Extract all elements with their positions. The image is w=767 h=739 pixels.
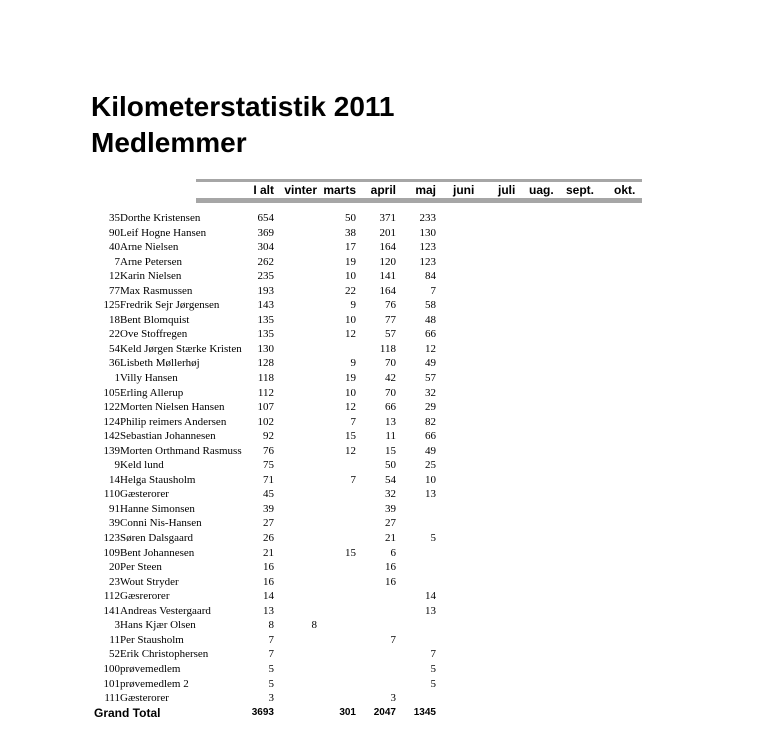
table-row [0, 400, 767, 415]
table-row [0, 313, 767, 328]
member-number: 36 [109, 357, 120, 370]
member-name: Dorthe Kristensen [120, 212, 201, 224]
table-row [0, 284, 767, 299]
member-total: 304 [257, 241, 274, 254]
member-name: Arne Nielsen [120, 241, 179, 254]
member-marts: 10 [345, 386, 356, 399]
member-april: 201 [379, 226, 396, 239]
member-name: Per Steen [120, 561, 162, 574]
member-number: 90 [109, 226, 120, 239]
member-name: Keld lund [120, 459, 164, 472]
member-maj: 233 [419, 212, 436, 224]
member-name: Wout Stryder [120, 575, 179, 588]
member-maj: 123 [419, 241, 436, 254]
member-total: 193 [257, 284, 274, 297]
member-name: Philip reimers Andersen [120, 415, 227, 428]
member-number: 111 [104, 692, 120, 705]
table-row [0, 240, 767, 255]
member-maj: 5 [430, 677, 436, 690]
member-maj: 5 [430, 532, 436, 545]
page-title: Kilometerstatistik 2011 [91, 91, 395, 122]
member-number: 142 [103, 430, 120, 443]
member-april: 164 [379, 284, 396, 297]
col-header-vinter: vinter [284, 183, 317, 197]
table-row [0, 618, 767, 633]
table-row [0, 429, 767, 444]
member-maj: 29 [425, 401, 436, 414]
member-april: 120 [379, 255, 396, 268]
member-total: 7 [268, 648, 274, 661]
member-maj: 84 [425, 270, 436, 283]
header-rule-bottom [196, 198, 642, 203]
member-name: Andreas Vestergaard [120, 604, 211, 617]
member-maj: 58 [425, 299, 436, 312]
member-number: 112 [103, 590, 120, 603]
member-april: 16 [385, 575, 396, 588]
member-number: 91 [109, 502, 120, 515]
member-marts: 19 [345, 372, 356, 385]
member-marts: 10 [345, 270, 356, 283]
member-maj: 130 [419, 226, 436, 239]
col-header-uag: uag. [529, 183, 554, 197]
col-header-april: april [370, 183, 396, 197]
table-row [0, 473, 767, 488]
member-name: prøvemedlem [120, 662, 181, 675]
table-row [0, 516, 767, 531]
table-row [0, 371, 767, 386]
table-row [0, 269, 767, 284]
table-row [0, 487, 767, 502]
member-marts: 12 [345, 328, 356, 341]
member-marts: 12 [345, 444, 356, 457]
member-name: Erik Christophersen [120, 648, 209, 661]
member-total: 118 [257, 372, 274, 385]
member-total: 92 [263, 430, 274, 443]
member-number: 39 [109, 517, 120, 530]
member-maj: 13 [425, 604, 436, 617]
member-name: Karin Nielsen [120, 270, 182, 283]
member-april: 39 [385, 502, 396, 515]
member-marts: 22 [345, 284, 356, 297]
member-name: Søren Dalsgaard [120, 532, 194, 545]
table-row [0, 298, 767, 313]
member-name: Hans Kjær Olsen [120, 619, 196, 632]
grand-total-marts: 301 [339, 707, 356, 718]
member-name: Per Stausholm [120, 633, 184, 646]
member-number: 109 [103, 546, 120, 559]
col-header-juni: juni [453, 183, 475, 197]
member-marts: 38 [345, 226, 356, 239]
member-name: Helga Stausholm [120, 473, 196, 486]
member-total: 143 [257, 299, 274, 312]
member-maj: 66 [425, 430, 436, 443]
member-marts: 17 [345, 241, 356, 254]
member-april: 57 [385, 328, 396, 341]
member-maj: 32 [425, 386, 436, 399]
member-name: Lisbeth Møllerhøj [120, 357, 200, 370]
member-marts: 9 [350, 299, 356, 312]
table-row [0, 691, 767, 706]
member-maj: 12 [425, 342, 436, 355]
table-row [0, 211, 767, 226]
member-total: 130 [257, 342, 274, 355]
member-maj: 57 [425, 372, 436, 385]
member-total: 135 [257, 313, 274, 326]
table-row [0, 662, 767, 677]
member-name: Gæsterorer [120, 488, 169, 501]
member-total: 369 [257, 226, 274, 239]
grand-total-row [0, 706, 767, 720]
member-marts: 15 [345, 546, 356, 559]
member-total: 39 [263, 502, 274, 515]
col-header-maj: maj [415, 183, 436, 197]
table-row [0, 560, 767, 575]
member-total: 235 [257, 270, 274, 283]
member-total: 71 [263, 473, 274, 486]
member-number: 9 [114, 459, 120, 472]
member-number: 20 [109, 561, 120, 574]
member-maj: 7 [430, 284, 436, 297]
table-row [0, 458, 767, 473]
member-marts: 9 [350, 357, 356, 370]
member-number: 77 [109, 284, 120, 297]
table-row [0, 226, 767, 241]
member-april: 3 [390, 692, 396, 705]
member-total: 27 [263, 517, 274, 530]
member-number: 22 [109, 328, 120, 341]
member-name: Erling Allerup [120, 386, 184, 399]
table-row [0, 589, 767, 604]
member-april: 118 [379, 342, 396, 355]
member-april: 66 [385, 401, 396, 414]
col-header-sept: sept. [566, 183, 595, 197]
grand-total-april: 2047 [373, 707, 396, 718]
member-name: Hanne Simonsen [120, 502, 195, 515]
member-number: 100 [103, 662, 120, 675]
member-marts: 50 [345, 212, 356, 224]
member-number: 23 [109, 575, 120, 588]
member-total: 5 [268, 677, 274, 690]
member-april: 76 [385, 299, 396, 312]
grand-total-label: Grand Total [94, 706, 161, 720]
member-maj: 25 [425, 459, 436, 472]
member-number: 122 [103, 401, 120, 414]
col-header-juli: juli [498, 183, 516, 197]
member-number: 124 [103, 415, 120, 428]
member-maj: 123 [419, 255, 436, 268]
member-number: 12 [109, 270, 120, 283]
member-marts: 7 [350, 415, 356, 428]
member-total: 76 [263, 444, 274, 457]
member-name: Morten Nielsen Hansen [120, 401, 225, 414]
member-total: 7 [268, 633, 274, 646]
member-april: 21 [385, 532, 396, 545]
member-name: Villy Hansen [120, 372, 178, 385]
member-name: Bent Johannesen [120, 546, 195, 559]
member-total: 14 [263, 590, 274, 603]
member-total: 5 [268, 662, 274, 675]
table-row [0, 415, 767, 430]
member-april: 27 [385, 517, 396, 530]
member-name: Ove Stoffregen [120, 328, 188, 341]
member-name: Morten Orthmand Rasmuss [120, 444, 242, 457]
table-row [0, 502, 767, 517]
member-april: 16 [385, 561, 396, 574]
member-number: 101 [103, 677, 120, 690]
col-header-okt: okt. [614, 183, 636, 197]
member-name: Gæsrerorer [120, 590, 170, 603]
table-row [0, 575, 767, 590]
member-april: 54 [385, 473, 396, 486]
member-total: 654 [257, 212, 274, 224]
member-april: 141 [379, 270, 396, 283]
grand-total-total: 3693 [251, 707, 274, 718]
table-row [0, 531, 767, 546]
member-number: 40 [109, 241, 120, 254]
member-maj: 13 [425, 488, 436, 501]
member-number: 11 [109, 633, 120, 646]
member-april: 15 [385, 444, 396, 457]
member-name: Max Rasmussen [120, 284, 193, 297]
table-row [0, 444, 767, 459]
table-row [0, 633, 767, 648]
member-april: 164 [379, 241, 396, 254]
member-number: 110 [103, 488, 120, 501]
member-maj: 10 [425, 473, 436, 486]
member-name: Keld Jørgen Stærke Kristen [120, 342, 242, 355]
member-april: 7 [390, 633, 396, 646]
grand-total-maj: 1345 [413, 707, 436, 718]
member-number: 105 [103, 386, 120, 399]
member-number: 139 [103, 444, 120, 457]
table-row [0, 255, 767, 270]
member-april: 6 [390, 546, 396, 559]
member-number: 123 [103, 532, 120, 545]
member-marts: 19 [345, 255, 356, 268]
member-number: 3 [114, 619, 120, 632]
member-number: 52 [109, 648, 120, 661]
member-name: Fredrik Sejr Jørgensen [120, 299, 220, 312]
member-maj: 82 [425, 415, 436, 428]
member-total: 21 [263, 546, 274, 559]
member-number: 141 [103, 604, 120, 617]
member-total: 16 [263, 575, 274, 588]
table-row [0, 647, 767, 662]
member-april: 42 [385, 372, 396, 385]
header-rule-top [196, 179, 642, 182]
member-april: 70 [385, 386, 396, 399]
member-maj: 49 [425, 357, 436, 370]
member-name: Gæsterorer [120, 692, 169, 705]
member-table-body [0, 211, 767, 706]
member-number: 35 [109, 212, 120, 224]
member-maj: 48 [425, 313, 436, 326]
member-number: 125 [103, 299, 120, 312]
table-row [0, 356, 767, 371]
member-name: Leif Hogne Hansen [120, 226, 207, 239]
member-total: 75 [263, 459, 274, 472]
member-name: Conni Nis-Hansen [120, 517, 202, 530]
table-row [0, 604, 767, 619]
member-marts: 15 [345, 430, 356, 443]
member-number: 54 [109, 342, 120, 355]
member-april: 32 [385, 488, 396, 501]
member-total: 112 [257, 386, 274, 399]
member-april: 70 [385, 357, 396, 370]
member-total: 262 [257, 255, 274, 268]
member-april: 11 [385, 430, 396, 443]
member-name: Sebastian Johannesen [120, 430, 216, 443]
member-maj: 7 [430, 648, 436, 661]
member-total: 13 [263, 604, 274, 617]
member-number: 18 [109, 313, 120, 326]
member-total: 45 [263, 488, 274, 501]
member-number: 14 [109, 473, 120, 486]
col-header-marts: marts [323, 183, 356, 197]
member-total: 16 [263, 561, 274, 574]
member-total: 128 [257, 357, 274, 370]
member-name: Bent Blomquist [120, 313, 190, 326]
member-april: 50 [385, 459, 396, 472]
member-total: 135 [257, 328, 274, 341]
member-total: 3 [268, 692, 274, 705]
member-marts: 7 [350, 473, 356, 486]
member-marts: 10 [345, 313, 356, 326]
table-row [0, 677, 767, 692]
member-maj: 49 [425, 444, 436, 457]
member-number: 7 [114, 255, 120, 268]
member-total: 26 [263, 532, 274, 545]
table-row [0, 327, 767, 342]
member-name: Arne Petersen [120, 255, 183, 268]
member-vinter: 8 [311, 619, 317, 632]
member-number: 1 [114, 372, 120, 385]
member-april: 77 [385, 313, 396, 326]
member-total: 107 [257, 401, 274, 414]
member-maj: 66 [425, 328, 436, 341]
member-maj: 5 [430, 662, 436, 675]
member-april: 371 [379, 212, 396, 224]
col-header-total: I alt [253, 183, 274, 197]
table-row [0, 386, 767, 401]
member-maj: 14 [425, 590, 436, 603]
table-row [0, 342, 767, 357]
page-subtitle: Medlemmer [91, 127, 247, 158]
member-total: 8 [268, 619, 274, 632]
member-marts: 12 [345, 401, 356, 414]
table-row [0, 546, 767, 561]
member-name: prøvemedlem 2 [120, 677, 189, 690]
member-april: 13 [385, 415, 396, 428]
member-total: 102 [257, 415, 274, 428]
